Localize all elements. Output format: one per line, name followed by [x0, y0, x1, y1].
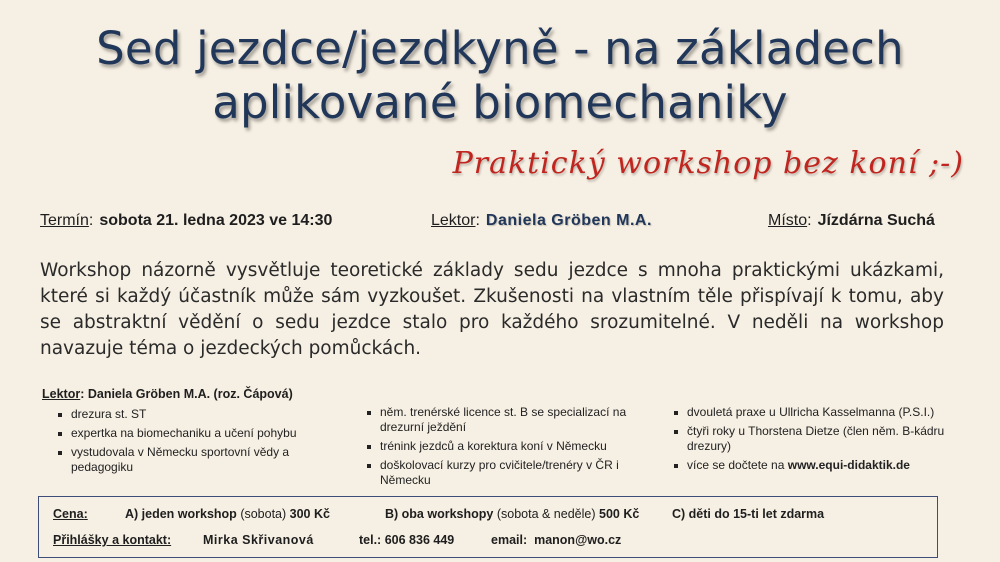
lektor-info: Lektor: Daniela Gröben M.A. [431, 212, 652, 229]
lektor-bio-column-2 [365, 405, 665, 492]
list-item [672, 458, 962, 473]
list-item: vystudovala v Německu sportovní vědy a pedagogiku [56, 445, 336, 475]
lektor-label: Lektor [431, 212, 476, 229]
tel-label: tel.: [359, 533, 382, 547]
contact-name: Mirka Skřivanová [203, 533, 314, 547]
termin-value: sobota 21. ledna 2023 ve 14:30 [99, 212, 333, 229]
lektor-section-name: Daniela Gröben M.A. (roz. Čápová) [87, 387, 293, 401]
price-contact-box [38, 496, 938, 558]
phone-number[interactable]: 606 836 449 [384, 533, 455, 547]
list-item: expertka na biomechaniku a učení pohybu [56, 426, 336, 441]
misto-value: Jízdárna Suchá [817, 212, 935, 229]
list-item: trénink jezdců a korektura koní v Německu [365, 439, 665, 454]
price-row [39, 507, 937, 523]
email-address[interactable]: manon@wo.cz [534, 533, 622, 547]
price-option-b [385, 507, 639, 521]
contact-label-wrap: Přihlášky a kontakt: [53, 533, 172, 547]
phone-info [359, 533, 454, 547]
list-item: dvouletá praxe u Ullricha Kasselmanna (P.S.I.) [672, 405, 962, 420]
list-item: čtyři roky u Thorstena Dietze (člen něm. B-kádru drezury) [672, 424, 962, 454]
price-option-c: C) děti do 15-ti let zdarma [672, 507, 825, 521]
option-b-price: 500 Kč [599, 507, 640, 521]
option-b-label: B) oba workshopy [385, 507, 494, 521]
email-label: email: [491, 533, 528, 547]
option-a-label: A) jeden workshop [125, 507, 237, 521]
workshop-description: Workshop názorně vysvětluje teoretické základy sedu jezdce s mnoha praktickými ukázkami, které si každý účastník může sám vyzkoušet. Zkušenosti na vlastním těle přispívají k tomu, aby se abstraktní vědění o sedu jezdce stalo pro každého srozumitelné. V neděli na workshop navazuje téma o jezdeckých pomůckách. [40, 260, 944, 359]
cena-label-wrap: Cena: [53, 507, 88, 521]
list-item: doškolovací kurzy pro cvičitele/trenéry v ČR i Německu [365, 458, 665, 488]
misto-label: Místo [768, 212, 808, 229]
subtitle: Praktický workshop bez koní ;-) [452, 146, 964, 181]
termin-info: Termín: sobota 21. ledna 2023 ve 14:30 [40, 212, 333, 229]
list-item: něm. trenérské licence st. B se specializací na drezurní ježdění [365, 405, 665, 435]
lektor-value: Daniela Gröben M.A. [485, 212, 652, 229]
option-a-price: 300 Kč [289, 507, 330, 521]
title-line-1: Sed jezdce/jezdkyně - na základech [96, 22, 904, 75]
cena-label: Cena [53, 507, 84, 521]
lektor-section-label: Lektor [42, 387, 81, 401]
lektor-bio-column-1 [56, 407, 336, 479]
title-line-2: aplikované biomechaniky [212, 76, 788, 129]
option-b-paren: (sobota & neděle) [496, 507, 596, 521]
termin-label: Termín [40, 212, 89, 229]
email-info [491, 533, 621, 547]
option-a-paren: (sobota) [240, 507, 287, 521]
web-prefix: více se dočtete na [687, 458, 788, 472]
lektor-bio-column-3 [672, 405, 962, 477]
page-title [0, 22, 1000, 130]
list-item: drezura st. ST [56, 407, 336, 422]
price-option-a [125, 507, 330, 521]
lektor-section-heading: Lektor: Daniela Gröben M.A. (roz. Čápová) [42, 387, 293, 401]
misto-info: Místo: Jízdárna Suchá [768, 212, 935, 229]
website-link[interactable]: www.equi-didaktik.de [787, 458, 910, 472]
contact-row [39, 533, 937, 549]
contact-label: Přihlášky a kontakt [53, 533, 167, 547]
